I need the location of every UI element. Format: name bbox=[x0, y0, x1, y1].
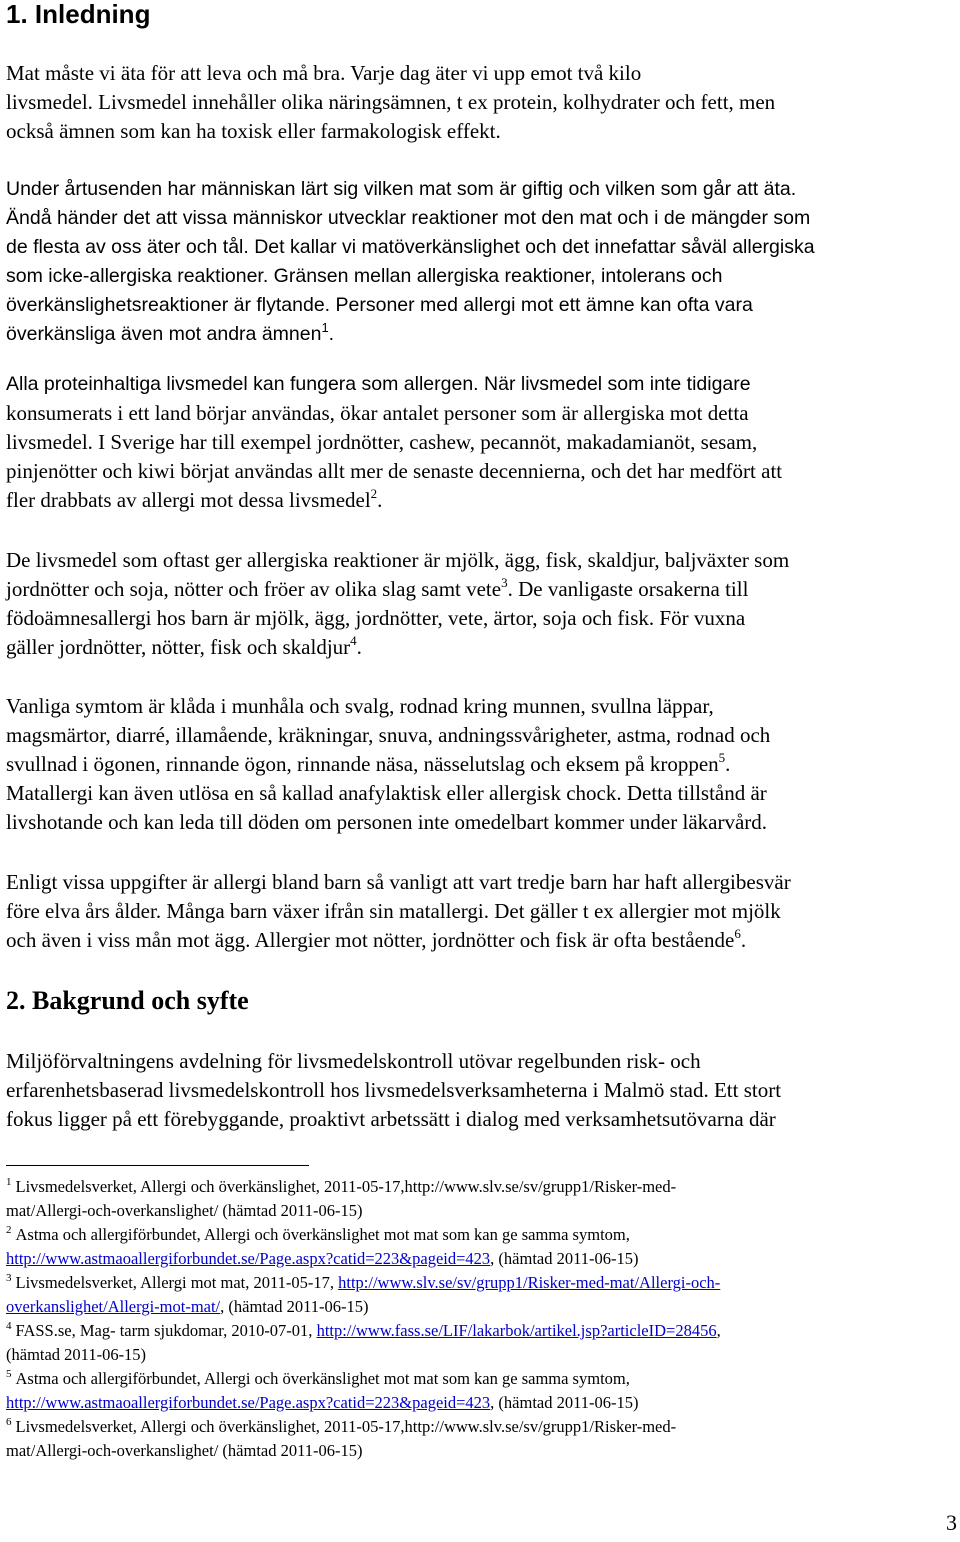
footnote-3-cont bbox=[6, 1295, 956, 1319]
text-line: livshotande och kan leda till döden om personen inte omedelbart kommer under läkarvård. bbox=[6, 810, 768, 834]
text-line: Ändå händer det att vissa människor utvecklar reaktioner mot den mat och i de mängder som bbox=[6, 207, 811, 229]
footnote-link[interactable]: http://www.fass.se/LIF/lakarbok/artikel.jsp?articleID=28456 bbox=[316, 1321, 717, 1340]
paragraph-barn bbox=[6, 868, 956, 955]
text-line: svullnad i ögonen, rinnande ögon, rinnande näsa, nässelutslag och eksem på kroppen$^5$. bbox=[6, 750, 731, 776]
footnote-number: 2 bbox=[6, 1224, 12, 1236]
text-line: Alla proteinhaltiga livsmedel kan fungera som allergen. När livsmedel som inte tidigare bbox=[6, 373, 751, 395]
footnote-2-cont bbox=[6, 1247, 956, 1271]
text-line: och även i viss mån mot ägg. Allergier mot nötter, jordnötter och fisk är ofta bestående$^6$. bbox=[6, 926, 747, 952]
text-line: före elva års ålder. Många barn växer ifrån sin matallergi. Det gäller t ex allergier mot mjölk bbox=[6, 899, 781, 923]
footnote-ref: 4 bbox=[350, 633, 357, 648]
text-line: Mat måste vi äta för att leva och må bra. Varje dag äter vi upp emot två kilo bbox=[6, 61, 642, 85]
text-line: Matallergi kan även utlösa en så kallad anafylaktisk eller allergisk chock. Detta tillstånd är bbox=[6, 781, 767, 805]
text-line: konsumerats i ett land börjar användas, ökar antalet personer som är allergiska mot detta bbox=[6, 401, 749, 425]
text-line: Enligt vissa uppgifter är allergi bland barn så vanligt att vart tredje barn har haft allergibesvär bbox=[6, 870, 791, 894]
text-fragment: . De vanligaste orsakerna till bbox=[507, 577, 749, 601]
footnote-5-cont bbox=[6, 1391, 956, 1415]
footnote-link[interactable]: http://www.astmaoallergiforbundet.se/Page.aspx?catid=223&pageid=423 bbox=[6, 1249, 491, 1268]
paragraph-symtom bbox=[6, 692, 956, 837]
text-line: som icke-allergiska reaktioner. Gränsen mellan allergiska reaktioner, intolerans och bbox=[6, 265, 723, 287]
text-line: gäller jordnötter, nötter, fisk och skaldjur$^4$. bbox=[6, 633, 362, 659]
text-line: erfarenhetsbaserad livsmedelskontroll hos livsmedelsverksamheterna i Malmö stad. Ett stort bbox=[6, 1078, 782, 1102]
section-heading-inledning: 1. Inledning bbox=[6, 0, 151, 29]
footnote-link[interactable]: http://www.slv.se/sv/grupp1/Risker-med-mat/Allergi-och- bbox=[338, 1273, 721, 1292]
footnote-separator bbox=[6, 1165, 309, 1166]
footnote-ref: 2 bbox=[370, 486, 378, 501]
paragraph-bakgrund bbox=[6, 1047, 956, 1134]
footnote-4 bbox=[6, 1319, 956, 1343]
text-line: pinjenötter och kiwi börjat användas allt mer de senaste decennierna, och det har medfört att bbox=[6, 459, 783, 483]
footnote-number: 5 bbox=[6, 1368, 12, 1380]
text-line: Vanliga symtom är klåda i munhåla och svalg, rodnad kring munnen, svullna läppar, bbox=[6, 694, 714, 718]
text-fragment: överkänsliga även mot andra ämnen bbox=[6, 323, 322, 345]
footnote-6-cont: mat/Allergi-och-overkanslighet/ (hämtad 2011-06-15) bbox=[6, 1441, 363, 1460]
footnote-3 bbox=[6, 1271, 956, 1295]
footnote-text: Livsmedelsverket, Allergi och överkänslighet, 2011-05-17,http://www.slv.se/sv/grupp1/Risker-med- bbox=[15, 1417, 677, 1436]
text-line bbox=[6, 575, 956, 604]
footnote-text: Astma och allergiförbundet, Allergi och överkänslighet mot mat som kan ge samma symtom, bbox=[15, 1369, 630, 1388]
text-line: fokus ligger på ett förebyggande, proaktivt arbetssätt i dialog med verksamhetsutövarna där bbox=[6, 1107, 776, 1131]
footnote-5 bbox=[6, 1367, 956, 1391]
text-fragment: svullnad i ögonen, rinnande ögon, rinnande näsa, nässelutslag och eksem på kroppen bbox=[6, 752, 719, 776]
text-line: de flesta av oss äter och tål. Det kallar vi matöverkänslighet och det innefattar såväl allergiska bbox=[6, 236, 815, 258]
footnote-2 bbox=[6, 1223, 956, 1247]
text-line: fler drabbats av allergi mot dessa livsmedel$^2$. bbox=[6, 486, 383, 512]
text-line: överkänslighetsreaktioner är flytande. Personer med allergi mot ett ämne kan ofta vara bbox=[6, 294, 753, 316]
section-heading-bakgrund: 2. Bakgrund och syfte bbox=[6, 986, 249, 1015]
footnote-text: FASS.se, Mag- tarm sjukdomar, 2010-07-01, bbox=[15, 1321, 317, 1340]
text-fragment: gäller jordnötter, nötter, fisk och skaldjur bbox=[6, 635, 351, 659]
footnote-ref: 3 bbox=[501, 575, 508, 590]
footnote-text: Livsmedelsverket, Allergi mot mat, 2011-05-17, bbox=[15, 1273, 339, 1292]
text-line: livsmedel. Livsmedel innehåller olika näringsämnen, t ex protein, kolhydrater och fett, men bbox=[6, 90, 776, 114]
paragraph-matoverkanslighet bbox=[6, 175, 956, 349]
footnote-number: 3 bbox=[6, 1272, 12, 1284]
text-fragment: och även i viss mån mot ägg. Allergier mot nötter, jordnötter och fisk är ofta bestående bbox=[6, 928, 735, 952]
footnote-4-cont: (hämtad 2011-06-15) bbox=[6, 1345, 147, 1364]
text-line: Miljöförvaltningens avdelning för livsmedelskontroll utövar regelbunden risk- och bbox=[6, 1049, 701, 1073]
footnote-text: Astma och allergiförbundet, Allergi och överkänslighet mot mat som kan ge samma symtom, bbox=[15, 1225, 630, 1244]
paragraph-intro bbox=[6, 59, 956, 146]
footnote-text: , (hämtad 2011-06-15) bbox=[220, 1297, 369, 1316]
text-line: Under årtusenden har människan lärt sig vilken mat som är giftig och vilken som går att äta. bbox=[6, 178, 797, 200]
paragraph-vanliga-livsmedel bbox=[6, 546, 956, 662]
footnote-number: 6 bbox=[6, 1416, 12, 1428]
footnote-text: , (hämtad 2011-06-15) bbox=[490, 1393, 639, 1412]
footnote-1 bbox=[6, 1175, 956, 1199]
footnote-text: , bbox=[716, 1321, 721, 1340]
footnote-1-cont: mat/Allergi-och-overkanslighet/ (hämtad 2011-06-15) bbox=[6, 1201, 363, 1220]
footnote-ref: 1 bbox=[321, 319, 329, 335]
text-fragment: fler drabbats av allergi mot dessa livsmedel bbox=[6, 488, 371, 512]
text-line: magsmärtor, diarré, illamående, kräkningar, snuva, andningssvårigheter, astma, rodnad och bbox=[6, 723, 771, 747]
text-line: livsmedel. I Sverige har till exempel jordnötter, cashew, pecannöt, makadamianöt, sesam, bbox=[6, 430, 758, 454]
paragraph-allergener bbox=[6, 370, 956, 515]
footnote-number: 1 bbox=[6, 1176, 12, 1188]
text-line: också ämnen som kan ha toxisk eller farmakologisk effekt. bbox=[6, 119, 501, 143]
footnote-ref: 6 bbox=[734, 926, 741, 941]
footnote-number: 4 bbox=[6, 1320, 12, 1332]
text-fragment: jordnötter och soja, nötter och fröer av olika slag samt vete bbox=[6, 577, 502, 601]
footnotes bbox=[6, 1175, 956, 1463]
footnote-link[interactable]: overkanslighet/Allergi-mot-mat/ bbox=[6, 1297, 221, 1316]
footnote-link[interactable]: http://www.astmaoallergiforbundet.se/Page.aspx?catid=223&pageid=423 bbox=[6, 1393, 491, 1412]
footnote-6 bbox=[6, 1415, 956, 1439]
footnote-text: Livsmedelsverket, Allergi och överkänslighet, 2011-05-17,http://www.slv.se/sv/grupp1/Risker-med- bbox=[15, 1177, 677, 1196]
text-line: födoämnesallergi hos barn är mjölk, ägg, jordnötter, vete, ärtor, soja och fisk. För vuxna bbox=[6, 606, 746, 630]
page-number: 3 bbox=[946, 1510, 957, 1535]
text-line: De livsmedel som oftast ger allergiska reaktioner är mjölk, ägg, fisk, skaldjur, baljväxter som bbox=[6, 548, 790, 572]
footnote-text: , (hämtad 2011-06-15) bbox=[490, 1249, 639, 1268]
footnote-ref: 5 bbox=[718, 750, 726, 765]
text-line: överkänsliga även mot andra ämnen$^1$. bbox=[6, 319, 335, 345]
